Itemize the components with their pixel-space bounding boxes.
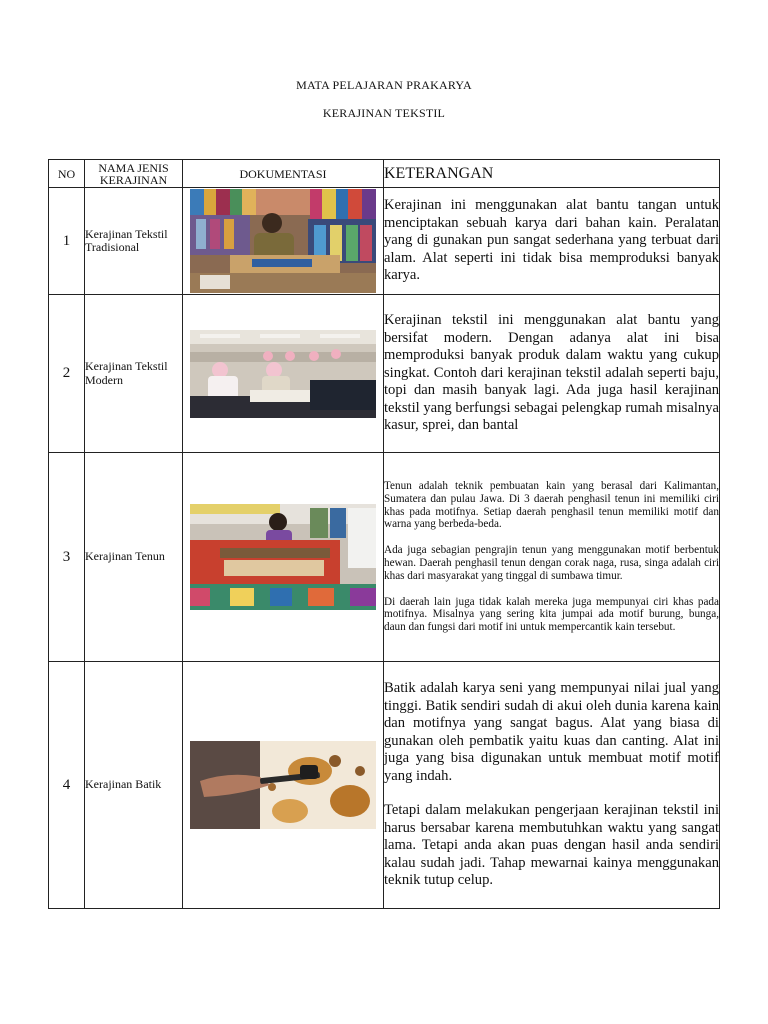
keterangan-cell [384,188,720,295]
keterangan-cell [384,662,720,909]
row-number: 2 [49,295,85,453]
header-dokumentasi: DOKUMENTASI [183,160,384,188]
table-row [49,662,720,909]
tenun-loom-photo [190,504,376,610]
keterangan-paragraph: Kerajinan tekstil ini menggunakan alat bantu yang bersifat modern. Dengan adanya alat ini bisa memproduksi banyak produk dalam waktu yang cukup singkat. Contoh dari kerajinan tekstil adalah seperti baju, topi dan masih banyak lagi. Ada juga hasil kerajinan tekstil yang berfungsi sebagai pelengkap rumah misalnya kasur, sprei, dan bantal [384,312,719,434]
documentation-cell [183,188,384,295]
keterangan-paragraph: Tetapi dalam melakukan pengerjaan kerajinan tekstil ini harus bersabar karena membutuhkan waktu yang sangat lama. Tetapi anda akan puas dengan hasil anda sendiri kalau sudah jadi. Tahap mewarnai kainya menggunakan teknik tutup celup. [384,802,719,889]
documentation-cell [183,662,384,909]
craft-name: Kerajinan Tenun [85,453,183,662]
crafts-table [48,159,720,909]
keterangan-paragraph: Kerajinan ini menggunakan alat bantu tangan untuk menciptakan sebuah karya dari bahan kain. Peralatan yang di gunakan pun sangat sederhana yang terbuat dari alam. Alat seperti ini tidak bisa memproduksi banyak karya. [384,197,719,284]
keterangan-paragraph: Di daerah lain juga tidak kalah mereka juga mempunyai ciri khas pada motifnya. Misalnya yang sering kita jumpai ada motif burung, bunga, daun dan fungsi dari motif ini untuk mempercantik kain tersebut. [384,595,719,634]
keterangan-paragraph: Ada juga sebagian pengrajin tenun yang menggunakan motif berbentuk hewan. Daerah penghasil tenun dengan corak naga, rusa, singa adalah ciri khas dari masyarakat yang tinggal di sumbawa timur. [384,544,719,582]
table-row [49,453,720,662]
documentation-cell [183,295,384,453]
document-subtitle: KERAJINAN TEKSTIL [322,106,446,120]
header-no: NO [49,160,85,188]
weaving-textile-stall-photo [190,189,376,293]
header-nama-jenis-kerajinan: NAMA JENIS KERAJINAN [85,160,183,188]
table-row [49,295,720,453]
header-keterangan: KETERANGAN [384,160,720,188]
keterangan-cell [384,453,720,662]
document-title: MATA PELAJARAN PRAKARYA [296,78,472,92]
row-number: 3 [49,453,85,662]
keterangan-cell [384,295,720,453]
craft-name: Kerajinan Tekstil Modern [85,295,183,453]
row-number: 1 [49,188,85,295]
table-header-row [49,160,720,188]
batik-canting-photo [190,741,376,829]
craft-name: Kerajinan Batik [85,662,183,909]
row-number: 4 [49,662,85,909]
garment-factory-photo [190,330,376,418]
table-row [49,188,720,295]
craft-name: Kerajinan Tekstil Tradisional [85,188,183,295]
keterangan-paragraph: Batik adalah karya seni yang mempunyai nilai jual yang tinggi. Batik sendiri sudah di akui oleh dunia karena kain dan motifnya yang sangat bagus. Alat yang biasa di gunakan oleh pembatik yaitu kuas dan canting. Alat ini juga yang bisa digunakan untuk membuat motif motif yang indah. [384,680,719,784]
documentation-cell [183,453,384,662]
keterangan-paragraph: Tenun adalah teknik pembuatan kain yang berasal dari Kalimantan, Sumatera dan pulau Jawa. Di 3 daerah penghasil tenun ini memiliki ciri khas pada motifnya. Setiap daerah penghasil tenun memiliki motif dan warna yang berbeda-beda. [384,480,719,531]
